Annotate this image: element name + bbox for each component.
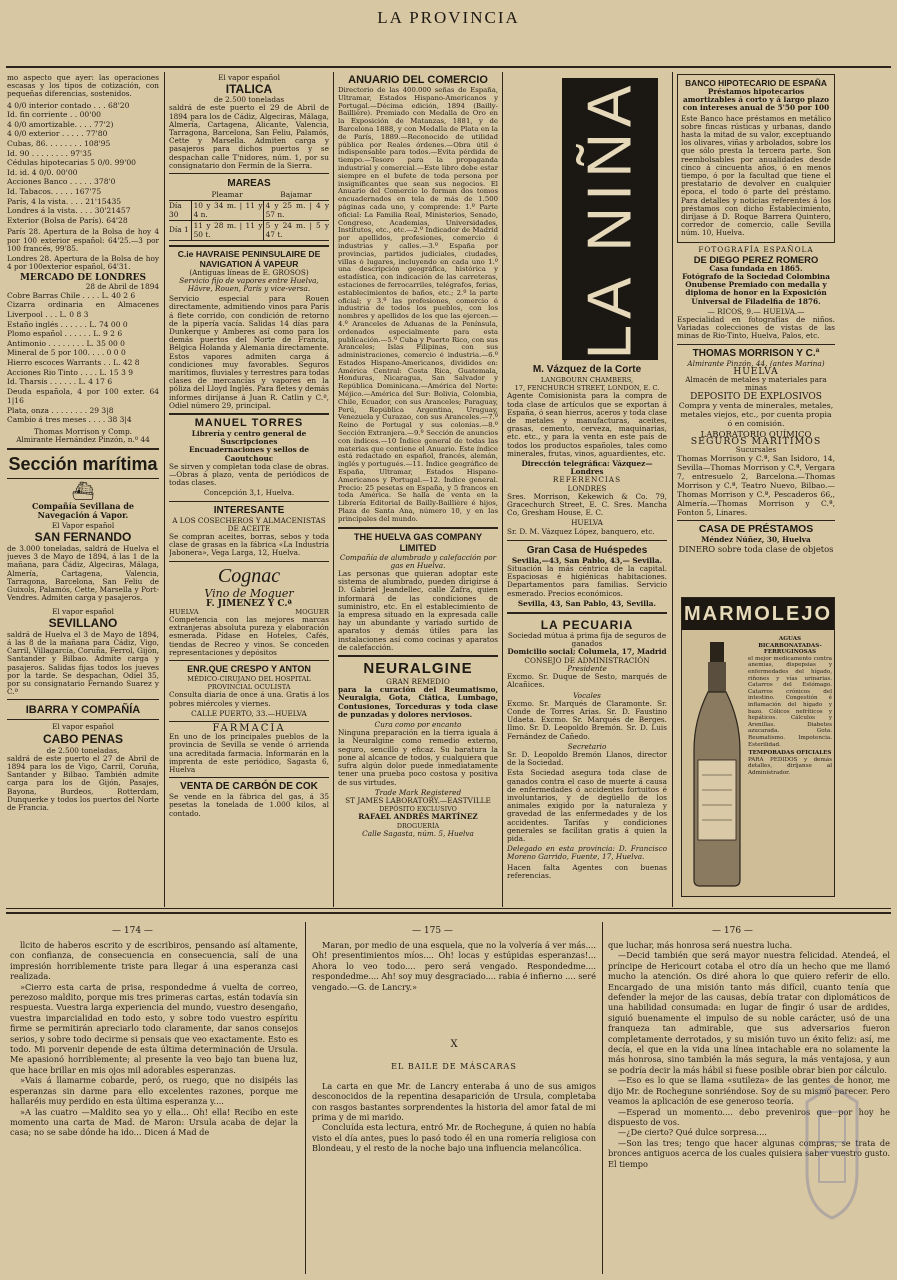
havraise-service: Servicio fijo de vapores entre Huelva, Hâvre, Rouen, París y vice-versa.	[179, 275, 319, 293]
farmacia-title: FARMACIA	[212, 723, 286, 735]
london-note: Londres 28. Apertura de la Bolsa de hoy 4 por 100exterior español, 64'31.	[7, 253, 159, 272]
page-number: — 176 —	[712, 926, 753, 936]
mareas-day: Día 1	[169, 225, 189, 235]
serial-page-175	[312, 940, 596, 1275]
pecuaria-title: LA PECUARIA	[540, 618, 634, 633]
mareas-plea: 11 y 28 m. | 11 y 50 t.	[191, 220, 263, 240]
vazquez-name: M. Vázquez de la Corte	[532, 364, 642, 375]
crespo-address: CALLE PUERTO, 33.—HUELVA	[191, 708, 307, 718]
neuralgine-cura: Cura como por encanto	[374, 720, 462, 730]
torres-text: Se sirven y completan toda clase de obras.—Obras á plazo, venta de periódicos de todas clases.	[169, 461, 329, 488]
interesante-title: INTERESANTE	[213, 504, 285, 516]
cognac-maker: F. JIMENEZ Y C.ª	[206, 598, 292, 609]
market-line: Cédulas hipotecarias 5 0/0. 99'00	[7, 158, 137, 168]
mareas-head: Pleamar	[211, 190, 243, 200]
prestamos-text: DINERO sobre toda clase de objetos	[678, 543, 834, 554]
sucursales-label: Sucursales	[735, 445, 777, 455]
huespedes-address: Sevilla, 43, San Pablo, 43, Sevilla.	[517, 598, 657, 608]
market-line: Hierro escoces Warrants . . L. 42 8	[7, 357, 140, 367]
serial-paragraph: —Decid también que será mayor nuestra felicidad. Atendeá, el príncipe de Hericourt cotaba el otro día un hecho que me llamó mucho la atención. Os diré ahora lo que quiero referir de ello. Encargado de una misión tanto más difícil, cuanto tenía que defender la mejor de las causas, debía tratar con diplomáticos de una habilidad consumada: en lugar de fingir ó usar de ardides, siguió buenamente el impulso de su noble carácter, usó de una franqueza tan admirable, que sus adversarios fueron completamente derrotados, y su misión tuvo un éxito feliz: así, me decía, el que en la vida una línea intachable era no solamente la más honrosa, sino también la más segura, la más ventajosa, y aun se podría decir la más hábil si fuese posible obrar bien por cálculo.	[608, 950, 890, 1075]
mareas-plea: 10 y 34 m. | 11 y 4 n.	[191, 200, 263, 220]
neuralgine-dep: DEPÓSITO EXCLUSIVO	[379, 805, 457, 814]
neuralgine-lab: ST JAMES LABORATORY.—EASTVILLE	[345, 795, 491, 805]
torres-sub: Encuadernaciones y sellos de Caoutchouc	[189, 445, 309, 463]
torres-address: Concepción 3,1, Huelva.	[203, 488, 295, 498]
page-number: — 175 —	[412, 926, 453, 936]
foto-sub: Casa fundada en 1865.	[709, 263, 803, 273]
cognac-city: MOGUER	[295, 607, 329, 616]
prestamos-address: Méndez Núñez, 30, Huelva	[701, 535, 811, 545]
torres-sub: Librería y centro general de Suscripciones	[191, 428, 307, 447]
market-line: Exterior (Bolsa de París). 64'28	[7, 215, 128, 225]
vazquez-huelva-ref: Sr. D. M. Vázquez López, banquero, etc.	[507, 526, 655, 536]
library-stamp-icon	[797, 1082, 867, 1222]
vazquez-huelva: HUELVA	[571, 518, 603, 528]
steamer-label: El vapor español	[218, 74, 280, 82]
anuario-title: ANUARIO DEL COMERCIO	[348, 74, 488, 86]
chapter-number: X	[450, 1039, 458, 1051]
masthead-rule	[6, 66, 891, 68]
market-line: Plata, onza . . . . . . . . 29 3|8	[7, 405, 114, 415]
farmacia-text: En uno de los principales pueblos de la provincia de Sevilla se vende ó arrienda una acreditada farmacia. Informarán en la imprenta de este periódico, Sagasta 6, Huelva	[169, 732, 329, 775]
morrison-title: THOMAS MORRISON Y C.ª	[692, 347, 820, 359]
interesante-sub: A LOS COSECHEROS Y ALMACENISTAS DE ACEITE	[172, 515, 326, 533]
sucursales-list: Thomas Morrison y C.ª, San Isidoro, 14, Sevilla—Thomas Morrison y C.ª, Vergara 7, entresuelo 2, Barcelona.—Thomas Morrison y C.ª, Teatro Nuevo, Bilbao.—Thomas Morrison y C.ª, Pescaderos 66,, Almería.—Thomas Morrison y C.ª, Fonton 5, Linares.	[677, 454, 835, 518]
market-line: Id. id. 4 0/0. 00'00	[7, 167, 78, 177]
market-line: Cizarra ordinaria en Almacenes Liverpool . . . L. 0 8 3	[7, 300, 159, 319]
cognac-city: HUELVA	[169, 607, 199, 616]
column-ads-5	[677, 74, 835, 594]
anuario-text: Directorio de las 400.000 señas de España, Ultramar, Estados Hispano-Americanos y Portugal.—Décima edición, 1894 (Bailly-Baillière). Premiado con Medalla de Oro en la Exposición de Matanzas, 1881, y de Barcelona 1888, y con Medalla de Plata en la de París, 1889.—Reconocido de utilidad pública por Reales órdenes.—Obra útil é indispensable para todos.—Evita pérdida de tiempo.—Tesoro para la propaganda industrial y comercial.—Este libro debe estar siempre en el bufete de toda persona por insignificantes que sean sus negocios. El Anuario del Comercio lo forman dos tomos encuadernados en tela de más de 1.500 páginas cada uno, y comprende: 1.º Parte oficial: La Familia Real, Ministerios, Senado, Congreso, Academias, Universidades, Institutos, etc., etc.—2.º Indicador de Madrid por apellidos, profesiones, comercio é industrias y calles.—3.º España por provincias, partidos judiciales, ciudades, villas ó lugares, incluyendo en cada uno 1.º una descripción geográfica, histórica y estadística, con indicación de las carreteras, estaciones de ferrocarriles, telégrafos, ferias, establecimientos de baños, etc.; 2.º la parte oficial; y 3.º las profesiones, comercio é industria de todos los pueblos, con los nombres y apellidos de los que las ejercen.—4.º Aranceles de Aduanas de la Península, ordenados especialmente para esta publicación.—5.º Cuba y Puerto Rico, con sus Aranceles; Islas Filipinas, con sus administraciones, comercio é industria.—6.º Estados Hispano-Americanos, divididos en: América Central: Costa Rica, Guatemala, Honduras, Nicaragua, San Salvador y República Dominicana.—América del Norte: Méjico.—América del Sur: Bolivia, Colombia, Chile, Ecuador, con sus Aranceles; Paraguay, Perú, República Argentina, Uruguay, Venezuela y Curazao, con sus Aranceles.—7.º Reino de Portugal y sus colonias.—8.º Sección Extranjera.—9.º Sección de anuncios con índices.—10 Índice general de todas las materias que contiene el Anuario. Este índice está redactado en español, francés, alemán, inglés y portugués.—11. Índice geográfico de España, Ultramar, Estados Hispano-Americanos y Portugal.—12. Índice general. Precio: 25 pesetas en España, y 5 francos en toda América. Se halla de venta en la Librería Editorial de Bailly-Baillière é hijos, Plaza de Santa Ana, número 10, y en las principales del mundo.	[338, 86, 498, 523]
huespedes-text: Situación la más céntrica de la capital. Espaciosas é higiénicas habitaciones. Departamentos para familias. Servicio esmerado. Precios económicos.	[507, 564, 667, 598]
column-ads-4	[507, 364, 667, 904]
crespo-sub: MÉDICO-CIRUJANO DEL HOSPITAL PROVINCIAL OCULISTA	[187, 675, 311, 692]
neuralgine-text: Ninguna preparación en la tierra iguala á la Neuralgine como remedio externo, seguro, sencillo y eficaz. Su baratura la pone al alcance de todos, y cualquiera que sufra algún dolor puede inmediatamente tener una prueba poco costosa y positiva de sus virtudes.	[338, 728, 498, 787]
column-ads-3	[338, 74, 498, 906]
london-market-date: 28 de Abril de 1894	[85, 281, 159, 291]
london-market-list	[7, 291, 159, 425]
steamer-label: El vapor español	[52, 606, 114, 616]
carbon-text: Se vende en la fábrica del gas, á 35 pesetas la tonelada de 1.000 kilos, al contado.	[169, 792, 329, 818]
column-divider	[672, 72, 673, 907]
vazquez-text: Agente Comisionista para la compra de toda clase de artículos que se exportan á España, ó sean hierros, aceros y toda clase de metales y manufacturas, aceites, grasas, cemento, cerveza, maquinarias, etc. etc., y para la venta en este país de todos los productos españoles, tales como minerales, frutas, vinos, aguardientes, etc.	[507, 391, 667, 458]
seguros-title: SEGUROS MARITIMOS	[690, 435, 822, 447]
market-line: 4 0/0 amortizable. . . . 77'2)	[7, 119, 114, 129]
morrison-text: Almacén de metales y materiales para minas	[685, 375, 827, 393]
market-line: Cambio á tres meses . . . . 38 3|4	[7, 415, 132, 425]
gas-title: THE HUELVA GAS COMPANY LIMITED	[353, 531, 483, 553]
column-ads-2	[169, 74, 329, 906]
london-market-title: MERCADO DE LONDRES	[19, 273, 147, 284]
serial-paragraph: —Eso es lo que se llama «sutileza» de las gentes de honor, me dijo Mr. de Rochegune sonriéndose. Soy de su mismo parecer. Pero veamos la aplicación de ese generoso teoría.	[608, 1075, 890, 1107]
mareas-baja: 4 y 25 m. | 4 y 57 n.	[263, 200, 329, 220]
la-nina-ad	[562, 78, 658, 360]
market-line: Id. 90 . . . . . . . . 97'35	[7, 148, 92, 158]
market-line: 4 0/0 exterior . . . . . 77'80	[7, 129, 108, 139]
serial-paragraph: —Son las tres; tengo que hacer algunas compras, se trata de bronces antiguos acerca de los cuales quisiera saber vuestro gusto. El tiempo	[608, 1137, 890, 1169]
company-title: IBARRA Y COMPAÑÍA	[25, 704, 141, 717]
huespedes-title: Gran Casa de Huéspedes	[526, 544, 648, 556]
serial-paragraph: Concluída esta lectura, entró Mr. de Rochegune, á quien no había visto el día antes, pues lo pasó todo él en una romería religiosa con Blondeau, y el resto de la noche bajo una influencia melancólica.	[312, 1122, 596, 1154]
column-market-shipping	[7, 74, 159, 906]
marmolejo-sub: AGUAS BICARBONATADAS-FERRUGINOSAS	[758, 636, 822, 656]
market-line: Antimonio . . . . . . . . L. 35 00 0	[7, 338, 125, 348]
pecuaria-pres: Excmo. Sr. Duque de Sesto, marqués de Alcañices.	[507, 672, 667, 690]
foto-title: FOTOGRAFÍA ESPAÑOLA	[698, 244, 814, 254]
mareas-day: Día 30	[169, 200, 182, 220]
banco-title: BANCO HIPOTECARIO DE ESPAÑA	[685, 78, 827, 88]
bottle-illustration	[688, 640, 746, 890]
market-line: 4 0/0 interior contado . . . 68'20	[7, 100, 130, 110]
steamer-label: El vapor español	[52, 722, 114, 732]
market-line: Plomo español . . . . . . L. 9 2 6	[7, 329, 123, 339]
market-intro: mo aspecto que ayer: las operaciones escasas y los tipos de cotización, con pequeñas diferencias, sostenidos.	[7, 74, 159, 99]
column-divider	[305, 922, 306, 1274]
havraise-title: C.ie HAVRAISE PENINSULAIRE DE NAVIGATION Á VAPEUR	[177, 248, 321, 269]
ship-text: saldrá de este puerto el 29 de Abril de 1894 para los de Cádiz, Algeciras, Málaga, Almería, Cartagena, Alicante, Valencia, Tarragona, Barcelona, San Feliu, Palamós, Cette y Marsella. Admiten carga y pasajeros para dichos puertos y se despachan calle T'nidores, núm. 1, por su consignatario don Fermín de la Sierra.	[169, 103, 329, 170]
gas-text: Las personas que quieran adoptar este sistema de alumbrado, pueden dirigirse á D. Gabriel Jeandellec, calle Zafra, quien informará de las condiciones de suministro, etc. En el establecimiento de la empresa situado en la expresada calle hay un abundante y variado surtido de aparatos y demás útiles para las instalaciones así como cocinas y aparatos de calefacción.	[338, 569, 498, 652]
mareas-baja: 5 y 24 m. | 5 y 47 t.	[263, 220, 329, 240]
vazquez-refs: Sres. Morrison, Kekewich & Co. 79, Gracechurch Street, E. C. Sres. Mancha Co, Gresham House, E. C.	[507, 491, 667, 518]
steamer-label: El Vapor español	[51, 520, 115, 530]
ship-tons: de 2.500 toneladas	[213, 95, 285, 105]
carbon-title: VENTA DE CARBÓN DE COK	[180, 781, 318, 793]
newspaper-masthead: LA PROVINCIA	[377, 8, 520, 27]
market-line: Cobre Barras Chile . . . . L. 40 2 6	[7, 290, 136, 300]
serial-paragraph: —¿De cierto? Qué dulce sorpresa....	[618, 1127, 767, 1138]
column-divider	[164, 72, 165, 907]
paris-note: París 28. Apertura de la Bolsa de hoy 4 por 100 exterior español: 64'25.—3 por 100 francés, 99'85.	[7, 227, 159, 253]
market-line: Acciones Banco . . . . . 378'0	[7, 177, 116, 187]
london-sign-address: Almirante Hernández Pinzón, n.º 44	[16, 435, 150, 445]
la-nina-word: LA NIÑA	[575, 79, 645, 359]
pecuaria-sub: Sociedad mútua á prima fija de seguros de ganados	[507, 631, 667, 649]
ship-name: CABO PENAS	[42, 731, 123, 746]
market-line: Cubas, 86. . . . . . . . 108'95	[7, 138, 111, 148]
ship-name: SAN FERNANDO	[34, 530, 132, 545]
mareas-head: Bajamar	[280, 190, 312, 200]
ship-icon: ⛴	[71, 481, 95, 503]
marmolejo-temp: TEMPORADAS OFICIALES	[748, 750, 832, 757]
vazquez-telegraph: Dirección telegráfica: Vázquez—Londres	[521, 459, 653, 477]
crespo-title: ENR.QUE CRESPO Y ANTON	[187, 664, 311, 675]
neuralgine-name: RAFAEL ANDRÉS MARTÍNEZ	[358, 812, 478, 822]
mareas-table	[169, 190, 329, 241]
neuralgine-title: NEURALGINE	[363, 660, 473, 678]
column-divider	[502, 72, 503, 907]
pecuaria-secr-label: Secretario	[567, 741, 607, 751]
serial-paragraph: llcito de haberos escrito y de escribiros, pensando así altamente, con confianza, de consecuencia en consecuencia, salí de una impresión horriblemente triste para llegar á una esperanza casi realizada.	[10, 940, 298, 982]
deposito-text: Compra y venta de minerales, metales, metales viejos, etc., por cuenta propia ó en comisión.	[678, 400, 834, 428]
ship-name: SEVILLANO	[48, 615, 118, 630]
market-line: Mineral de 5 por 100. . . . 0 0 0	[7, 348, 126, 358]
neuralgine-drog: DROGUERÍA	[396, 821, 440, 830]
ship-text: saldrá de este puerto el 27 de Abril de 1894 para los de Vigo, Carril, Coruña, Santander y Bilbao. También admite carga para los de Gijón, Pasajes, Bayona, Burdeos, Rotterdam, Dunquerke y todos los puertos del Norte de Francia.	[7, 753, 159, 812]
serial-paragraph: »Cierro esta carta de prisa, respondedme á vuelta de correo, perezoso maldito, porque mis tres primeras cartas, están todavía sin respuesta. Vuestra larga experiencia del mundo, vuestro desengaño, vuestra imparcialidad en todo esto, y sobre todo vuestro espíritu firme se permitirán apreciarlo todo claramente, dar sanos consejos serios, y sobre todo decirme si pensais que veo exactamente. Esto es todo. Mi porvenir depende de esta última determinación de Ursula. Me apasionó horriblemente; al presente la veo bajo tan buena luz, que hace brillar en mis ojos mil adorables esperanzas.	[10, 981, 298, 1075]
ship-text: saldrá de Huelva el 3 de Mayo de 1894, á las 8 de la mañana para Cádiz, Vigo, Carril, Villagarcía, Coruña, Ferrol, Gijón, Santander y Bilbao. Admite carga y pasajeros. Salidas fijas todos los jueves por la tarde. Se despachan, Odiel 35, por su consignatario Fernando Suarez y C.ª	[7, 629, 159, 697]
havraise-text: Servicio especial para Rouen directamente, admitiendo vinos para París á flete corrido, con condición de retorno de la pipería vacía. Salidas 14 días para Dunkerque y Amberes así como para los demás puertos del Norte de Francia, Bélgica Holanda y Alemania directamente. Estos vapores admiten carga á condiciones muy favorables. Seguros marítimos, fluviales y terrestres para todas clases de mercancías y vapores en la póliza del Lloyd Inglés. Para fletes y demás informes diríjanse á Juan R. Catlin y C.ª, Odiel número 29, principal.	[169, 294, 329, 410]
foto-address: — RICOS, 9.— HUELVA.—	[707, 306, 805, 316]
page-number: — 174 —	[112, 926, 153, 936]
havraise-sub: (Antiguas líneas de E. GROSOS)	[189, 267, 309, 277]
pecuaria-consejo: CONSEJO DE ADMINISTRACIÓN	[524, 655, 650, 665]
market-list	[7, 101, 159, 226]
vazquez-london: LONDRES	[567, 483, 607, 493]
pecuaria-pres-label: Presidente	[567, 663, 607, 673]
morrison-city: HUELVA	[733, 366, 779, 377]
market-line: Estaño inglés . . . . . . L. 74 00 0	[7, 319, 128, 329]
prestamos-title: CASA DE PRÉSTAMOS	[698, 524, 814, 536]
torres-title: MANUEL TORRES	[194, 416, 304, 429]
serial-paragraph: »A las cuatro —Maldito sea yo y ella... Oh! ella! Recibo en este momento una carta de Mad. de Maron: Ursula acaba de dejar la casa; no se sabe dónde ha ido... Dicen á Mad de	[10, 1106, 298, 1138]
market-line: Id. fin corriente . . 00'00	[7, 110, 101, 120]
marmolejo-ad	[681, 597, 835, 897]
interesante-text: Se compran aceites, borras, sebos y toda clase de grasas en la fábrica «La Industria Jabonera», Vega Larga, 12, Huelva.	[169, 532, 329, 558]
feuilleton-rule	[6, 908, 891, 909]
marmolejo-pedidos: PARA PEDIDOS y demás detalles, diríjanse al Administrador.	[748, 756, 832, 776]
pecuaria-domicile: Domicilio social; Columela, 17, Madrid	[507, 647, 667, 657]
banco-sub: Préstamos hipotecarios amortizables á corto y á largo plazo con intereses anual de 5'50 por 100	[682, 87, 830, 113]
serial-paragraph: Maran, por medio de una esquela, que no la volvería á ver más.... Oh! presentimientos míos.... Oh! locas y estúpidas esperanzas!... Ahora lo veo todo.... pero será vengado. Respondedme.... respondedme.... Ah! soy muy desgraciado.... rabia é infierno .... seré vengado.—G. de Lancry.»	[312, 940, 596, 992]
marmolejo-title: MARMOLEJO	[682, 598, 834, 630]
serial-paragraph: —Esperad un momento.... debo preveniros que por hoy he dispuesto de vos.	[608, 1106, 890, 1127]
morrison-address: Almirante Pinzón, 44, (antes Marina)	[687, 358, 825, 368]
shipping-company: Compañía Sevillana de Navegación á Vapor.	[31, 501, 135, 520]
cognac-text: Competencia con las mejores marcas extranjeras absoluta pureza y elaboración esmerada. Pídase en Hoteles, Cafés, tiendas de Recreo y vinos. Se conceden representaciones y depósitos	[169, 615, 329, 657]
market-line: París, 4 la vista. . . . 21'15435	[7, 196, 122, 206]
pecuaria-vocales: Excmo. Sr. Marqués de Claramonte. Sr. Conde de Torres Arias. Sr. D. Faustino Udaeta. Excmo. Sr. Marqués de Berges. Ilmo. Sr. D. Leopoldo Bremón. Sr. D. Luis Fernández de Cañedo.	[507, 698, 667, 741]
market-line: Londres á la vista. . . . 30'21457	[7, 206, 131, 216]
column-divider	[602, 922, 603, 1274]
serial-paragraph: que luchar, más honrosa será nuestra lucha.	[608, 940, 793, 950]
foto-text: Fotógrafo de la Sociedad Colombina Onubense Premiado con medalla y diploma de honor en la Exposición Universal de Filadelfia de 1876.	[682, 272, 830, 306]
pecuaria-vocales-label: Vocales	[573, 690, 601, 700]
london-sign: Thomas Morrison y Comp.	[34, 427, 132, 437]
cognac-sub: Vino de Moguer	[204, 586, 294, 600]
vazquez-address: 17, FENCHURCH STREET, LONDON, E. C.	[514, 384, 660, 393]
vazquez-address: LANGBOURN CHAMBERS,	[540, 376, 634, 384]
lab-title: LABORATORIO QUÍMICO	[700, 428, 812, 439]
crespo-text: Consulta diaria de once á una. Gratis á los pobres miércoles y viernes.	[169, 690, 329, 708]
pecuaria-secr: Sr. D. Leopoldo Bremón Llanos, director de la Sociedad.	[507, 749, 667, 768]
market-line: Id. Tabacos. . . . . 167'75	[7, 186, 102, 196]
huespedes-address: Sevilla,—43, San Pablo, 43,— Sevilla.	[511, 555, 663, 565]
pecuaria-delegate: Delegado en esta provincia: D. Francisco Moreno Garrido, Fuente, 17, Huelva.	[507, 844, 667, 862]
foto-name: DE DIEGO PEREZ ROMERO	[693, 253, 819, 265]
serial-paragraph: La carta en que Mr. de Lancry enteraba á uno de sus amigos desconocidos de la repentina desaparición de Ursula, completaba con rasgos bastantes sorprendentes la historia del amor fatal de mi prima y de mi marido.	[312, 1080, 596, 1123]
cognac-logo: Cognac	[217, 564, 281, 587]
ship-text: de 3.000 toneladas, saldrá de Huelva el jueves 3 de Mayo de 1894, á las 1 de la mañana, para Cádiz, Algeciras, Málaga, Almería, Cartagena, Valencia, Tarragona, Barcelona, San Feliu de Guixols, Palamós, Cette, Marsella y Port-Vendres. Admiten carga y pasajeros.	[7, 544, 159, 603]
deposito-title: DEPOSITO DE EXPLOSIVOS	[690, 391, 822, 402]
gas-sub: Compañía de alumbrado y calefacción por gas en Huelva.	[339, 552, 497, 570]
market-line: Deuda española, 4 por 100 exter. 64 1|16	[7, 386, 159, 406]
market-line: Acciones Rio Tinto . . . . L. 15 3 9	[7, 367, 133, 377]
column-divider	[333, 72, 334, 907]
pecuaria-end: Hacen falta Agentes con buenas referencias.	[507, 862, 667, 880]
ship-name: ITALICA	[225, 82, 273, 97]
marmolejo-text: el mejor medicamento contra anemias, dispepsias y enfermedades del hígado, riñones y vías urinarias. Catarros del Estómago. Catarros crónicos del intestino. Congestión é inflamación del hígado y bazo. Cólicos nefríticos y hepáticos. Cálculos y Arenillas. Diabetes azucarada. Gota. Reumatismo. Impotencia. Esterilidad.	[748, 655, 832, 748]
market-line: Id. Tharsis . . . . . . L. 4 17 6	[7, 377, 113, 387]
section-title: Sección marítima	[8, 454, 158, 475]
neuralgine-text: para la curación del Reumatismo, Neuralgia, Gota, Ciática, Lumbago, Contusiones, Torceduras y toda clase de punzadas y dolores nerviosos.	[338, 685, 498, 719]
feuilleton-rule	[6, 912, 891, 914]
serial-paragraph: »Vais á llamarme cobarde, peró, os ruego, que no disipéis las esperanzas sin darme para ello excelentes razones, porque me hallaréis muy perdido en esta última esperanza y....	[10, 1075, 298, 1107]
ship-tons: de 2.500 toneladas,	[46, 745, 120, 755]
vazquez-ref-title: REFERENCIAS	[552, 475, 622, 485]
mareas-title: MAREAS	[227, 178, 271, 190]
neuralgine-address: Calle Sagasta, núm. 5, Huelva	[362, 828, 474, 838]
neuralgine-sub: GRAN REMEDIO	[386, 677, 450, 687]
foto-text-2: Especialidad en fotografías de niños. Variadas colecciones de vistas de las minas de Rio-Tinto, Huelva, Palos, etc.	[677, 315, 835, 341]
pecuaria-text: Esta Sociedad asegura toda clase de ganados contra el caso de muerte á causa de enfermedades ó accidentes fortuitos é involuntarios, y de degüello de los animales exigido por la naturaleza y gravedad de las enfermedades y de los accidentes. Tarifas y condiciones generales se facilitan gratis á quien la pida.	[507, 768, 667, 843]
banco-text: Este Banco hace préstamos en metálico sobre fincas rústicas y urbanas, dando hasta la mitad de su valor, exceptuando los olivares, viñas y arbolados, sobre los que sólo presta la tercera parte. Son reembolsables por anualidades desde cinco á cincuenta años, ó en menos tiempo, ó por la facultad que tiene el prestatario de devolver en cualquier época, el todo ó parte del préstamo. Para detalles y noticias referentes á los préstamos con dicho Establecimiento, diríjase á D. Roque Barrera Quintero, corredor de comercio, calle Sevilla núm. 10, Huelva.	[681, 113, 831, 238]
chapter-title: EL BAILE DE MÁSCARAS	[391, 1062, 517, 1072]
serial-page-174	[10, 940, 298, 1275]
neuralgine-mark: Trade Mark Registered	[374, 787, 462, 797]
